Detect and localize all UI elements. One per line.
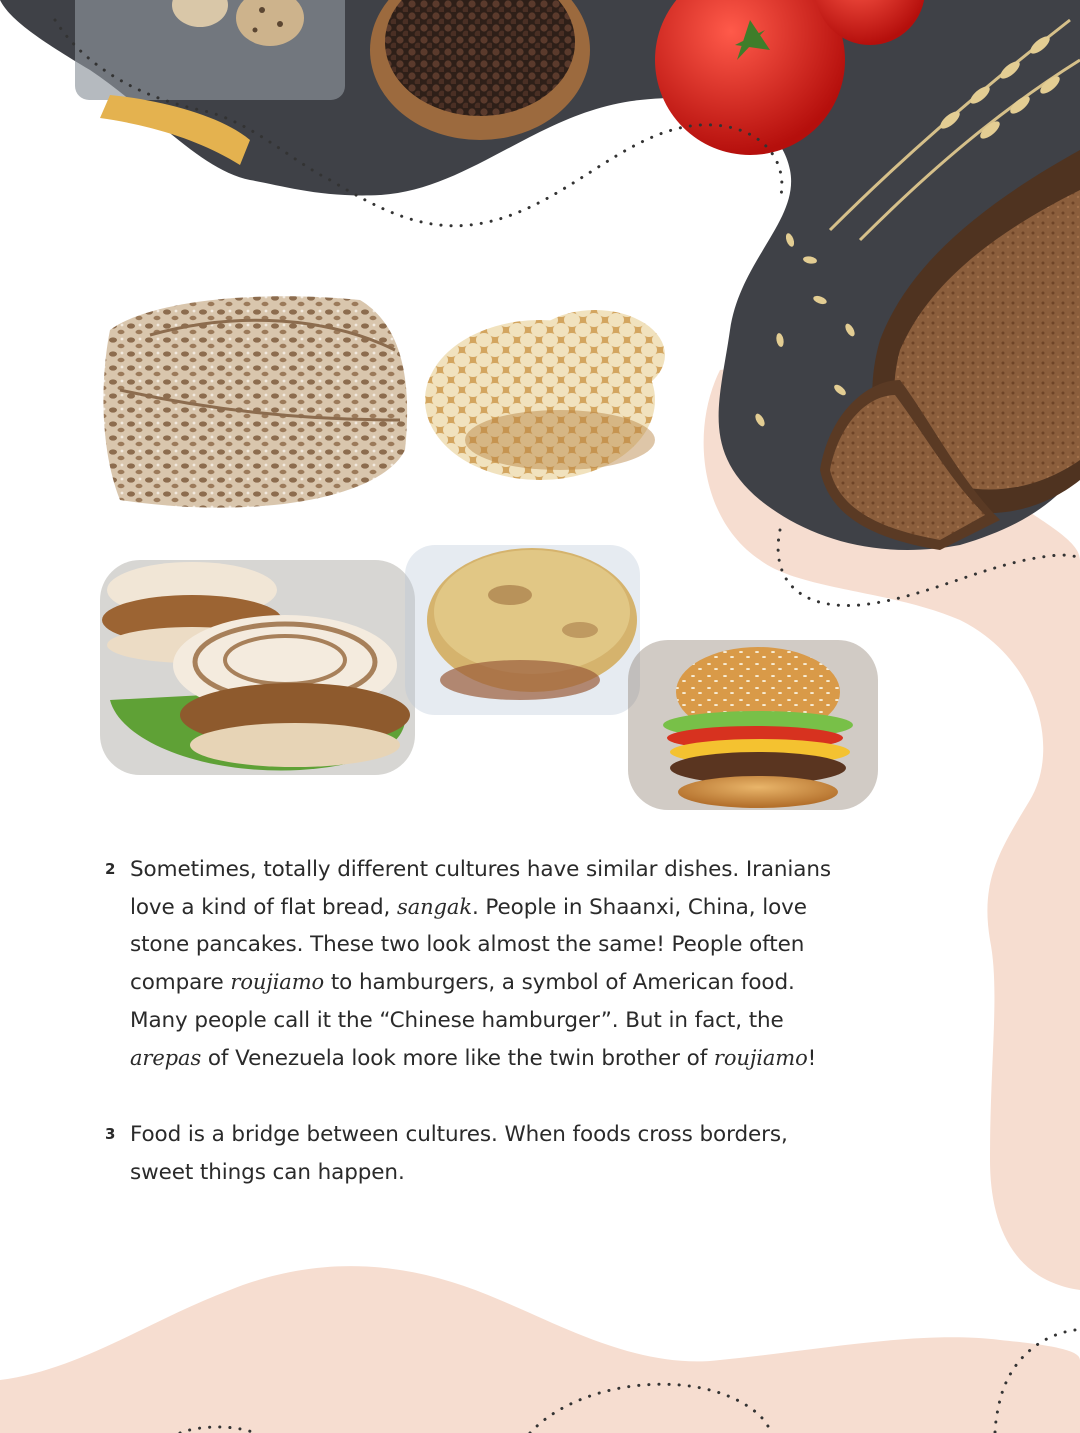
text-run: Food is a bridge between cultures. When foods cross borders, — [130, 1122, 788, 1147]
text-line — [130, 889, 890, 927]
arepa-photo — [405, 545, 640, 715]
text-run: . People in Shaanxi, China, love — [471, 894, 807, 920]
roujiamo-photo — [100, 560, 415, 775]
paragraph-2 — [105, 851, 890, 1077]
text-run: compare — [130, 970, 231, 996]
text-line — [130, 1002, 890, 1040]
stone-pancake-photo — [425, 310, 665, 480]
text-run: ! — [807, 1045, 817, 1071]
paragraph-3 — [105, 1116, 890, 1191]
sangak-flatbread-photo — [103, 296, 407, 507]
paragraph-body — [130, 851, 890, 1077]
text-run: of Venezuela look more like the twin brother of — [201, 1045, 714, 1071]
hamburger-photo — [628, 640, 878, 810]
text-line — [130, 926, 890, 964]
italic-term: arepas — [130, 1045, 202, 1070]
text-line — [130, 1040, 890, 1078]
text-run: Sometimes, totally different cultures have similar dishes. Iranians — [130, 857, 831, 882]
peach-blob-bottom — [0, 1266, 1080, 1433]
italic-term: roujiamo — [713, 1045, 808, 1070]
text-line — [130, 851, 890, 889]
text-run: Many people call it the “Chinese hamburger”. But in fact, the — [130, 1007, 784, 1033]
paragraph-body — [130, 1116, 890, 1191]
text-run: sweet things can happen. — [130, 1159, 405, 1185]
text-line — [130, 1154, 890, 1192]
italic-term: roujiamo — [230, 970, 325, 995]
text-line — [130, 1116, 890, 1154]
text-run: love a kind of flat bread, — [130, 894, 398, 920]
paragraph-number: 2 — [105, 860, 116, 878]
italic-term: sangak — [397, 894, 472, 919]
text-line — [130, 964, 890, 1002]
paragraph-number: 3 — [105, 1125, 116, 1143]
text-run: stone pancakes. These two look almost the same! People often — [130, 932, 805, 958]
text-run: to hamburgers, a symbol of American food. — [324, 970, 795, 996]
